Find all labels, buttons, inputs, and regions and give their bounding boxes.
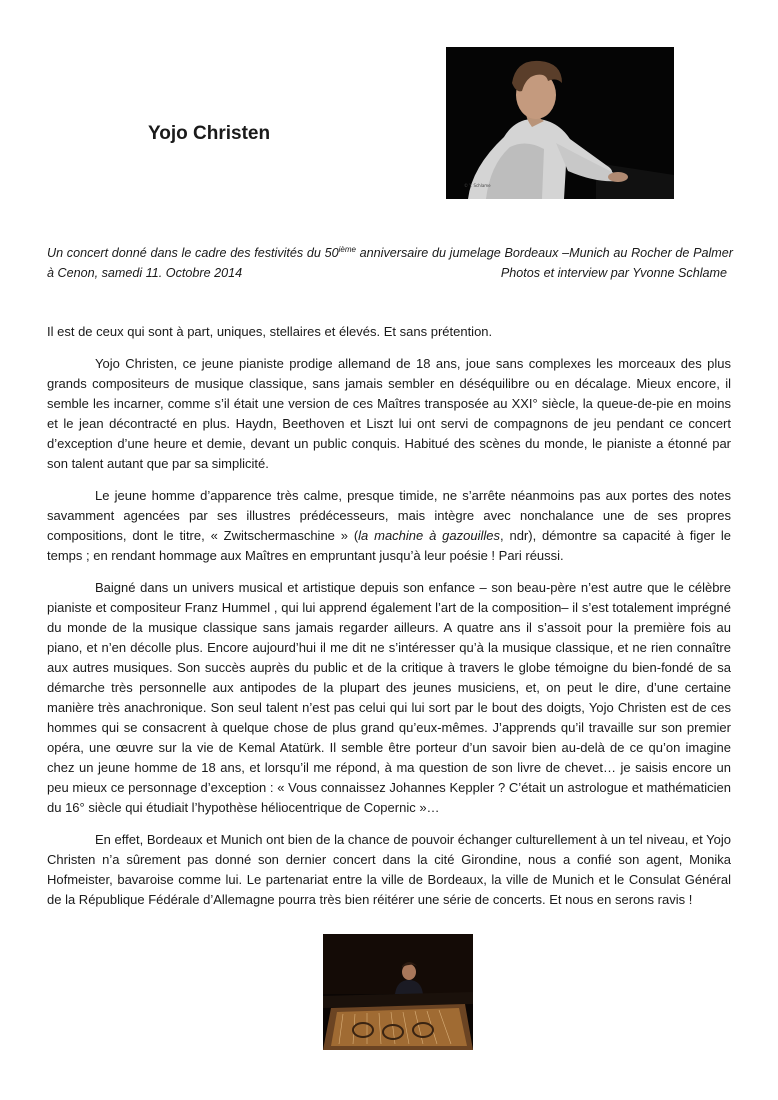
paragraph-1: Il est de ceux qui sont à part, uniques, stellaires et élevés. Et sans prétention. — [47, 324, 493, 339]
paragraph-3-italic: la machine à gazouilles — [358, 528, 500, 543]
intro-superscript: ième — [338, 244, 356, 254]
article-title: Yojo Christen — [148, 123, 271, 144]
paragraph-3-part-a: Le jeune homme d’apparence très calme, presque timide, ne s’arrête néanmoins pas aux portes des notes savamment agencées par ses illustres prédécesseurs, mais intègre avec nonchalance une de ses propres compositions, dont le titre, « Zwitschermaschine » ( — [47, 488, 731, 543]
paragraph-3 — [47, 486, 731, 566]
intro-text: Un concert donné dans le cadre des festivités du 50 — [47, 246, 339, 260]
concert-piano-photo — [323, 934, 473, 1050]
paragraph-3-part-c: , ndr), démontre sa capacité à figer le temps ; en rendant hommage aux Maîtres en empruntant jusqu’à leur poésie ! Pari réussi. — [47, 528, 731, 563]
photo-credit: Photos et interview par Yvonne Schlame — [500, 266, 727, 280]
pianist-portrait-photo — [446, 47, 674, 199]
paragraph-4: Baigné dans un univers musical et artistique depuis son enfance – son beau-père n’est autre que le célèbre pianiste et compositeur Franz Hummel , qui lui apprend également l’art de la composition– il s’est totalement imprégné du monde de la musique classique sans jamais regarder ailleurs. A quatre ans il s’assoit pour la première fois au piano, et n’en décolle plus. Encore aujourd’hui il me dit ne s’intéresser qu’à la musique classique, et ne rien connaître aux autres musiques. Son succès auprès du public et de la critique à travers le globe témoigne du bien-fondé de sa démarche très personnelle aux antipodes de la plupart des jeunes musiciens, et, on peut le dire, d’une certaine manière très anachronique. Son seul talent n’est pas celui qui lui sort par le bout des doigts, Yojo Christen est de ces hommes qui se consacrent à quelque chose de plus grand qu’eux-mêmes. J’apprends qu’il travaille sur son premier opéra, une œuvre sur la vie de Kemal Atatürk. Il semble être porteur d’un savoir bien au-delà de ce qu’on imagine chez un jeune homme de 18 ans, et lorsqu’il me répond, à ma question de son livre de chevet… je saisis encore un peu mieux ce personnage d’exception : « Vous connaissez Johannes Keppler ? C’était un astrologue et mathématicien du 16° siècle qui étudiait l’hypothèse héliocentrique de Copernic »… — [47, 580, 731, 815]
article-body — [47, 322, 731, 922]
photo-watermark: © Y. Schlame — [464, 183, 491, 188]
intro-text-continued: anniversaire du jumelage Bordeaux –Munich au Rocher de Palmer à Cenon, samedi 11. Octobre 2014 — [47, 246, 733, 280]
paragraph-2: Yojo Christen, ce jeune pianiste prodige allemand de 18 ans, joue sans complexes les morceaux des plus grands compositeurs de musique classique, sans jamais sembler en déséquilibre ou en décalage. Mieux encore, il semble les incarner, comme s’il était une version de ces Maîtres transposée au XXI° siècle, la queue-de-pie en moins et le jean décontracté en plus. Haydn, Beethoven et Liszt lui ont servi de compagnons de jeu pendant ce concert d’exception d’une heure et demie, devant un public conquis. Habitué des scènes du monde, le pianiste a étonné par son talent autant que par sa simplicité. — [47, 356, 731, 471]
paragraph-5: En effet, Bordeaux et Munich ont bien de la chance de pouvoir échanger culturellement à un tel niveau, et Yojo Christen n’a sûrement pas donné son dernier concert dans la cité Girondine, nous a confié son agent, Monika Hofmeister, bavaroise comme lui. Le partenariat entre la ville de Bordeaux, la ville de Munich et le Consulat Général de la République Fédérale d’Allemagne pourra très bien réitérer une série de concerts. Et nous en serons ravis ! — [47, 832, 731, 907]
intro-caption — [47, 243, 733, 283]
